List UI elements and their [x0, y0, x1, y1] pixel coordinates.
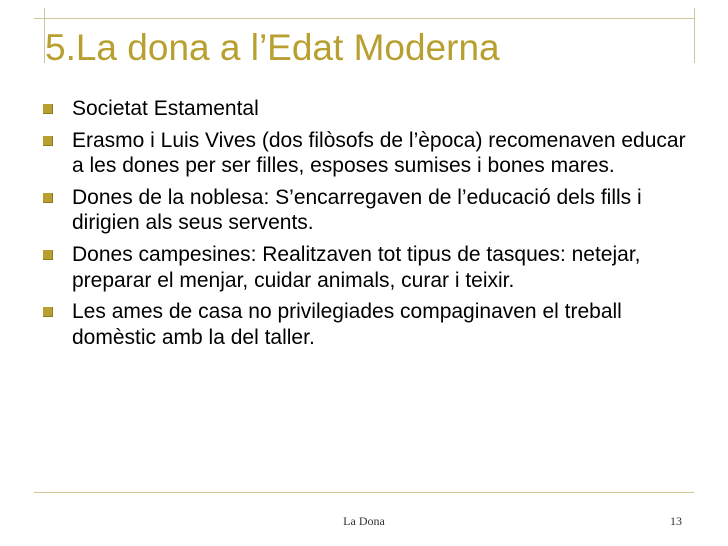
bullet-text: Dones de la noblesa: S’encarregaven de l’educació dels fills i dirigien als seus servents.	[72, 185, 642, 235]
bullet-item	[43, 242, 693, 293]
square-bullet-icon	[43, 104, 53, 114]
footer-title: La Dona	[343, 514, 385, 528]
footer-divider-line	[34, 492, 694, 493]
square-bullet-icon	[43, 307, 53, 317]
bullet-item	[43, 128, 693, 179]
page-number: 13	[670, 514, 682, 528]
square-bullet-icon	[43, 250, 53, 260]
bullet-text: Erasmo i Luis Vives (dos filòsofs de l’època) recomenaven educar a les dones per ser filles, esposes sumises i bones mares.	[72, 128, 686, 178]
square-bullet-icon	[43, 136, 53, 146]
right-accent-line	[694, 8, 695, 63]
bullet-item	[43, 96, 693, 122]
bullet-text: Dones campesines: Realitzaven tot tipus de tasques: netejar, preparar el menjar, cuidar animals, curar i teixir.	[72, 242, 641, 292]
top-divider-line	[34, 18, 694, 19]
slide-title: 5.La dona a l’Edat Moderna	[45, 27, 500, 68]
square-bullet-icon	[43, 193, 53, 203]
bullet-item	[43, 185, 693, 236]
bullet-text: Societat Estamental	[72, 97, 259, 120]
bullet-item	[43, 299, 693, 350]
bullet-list	[43, 96, 693, 356]
bullet-text: Les ames de casa no privilegiades compaginaven el treball domèstic amb la del taller.	[72, 300, 622, 349]
